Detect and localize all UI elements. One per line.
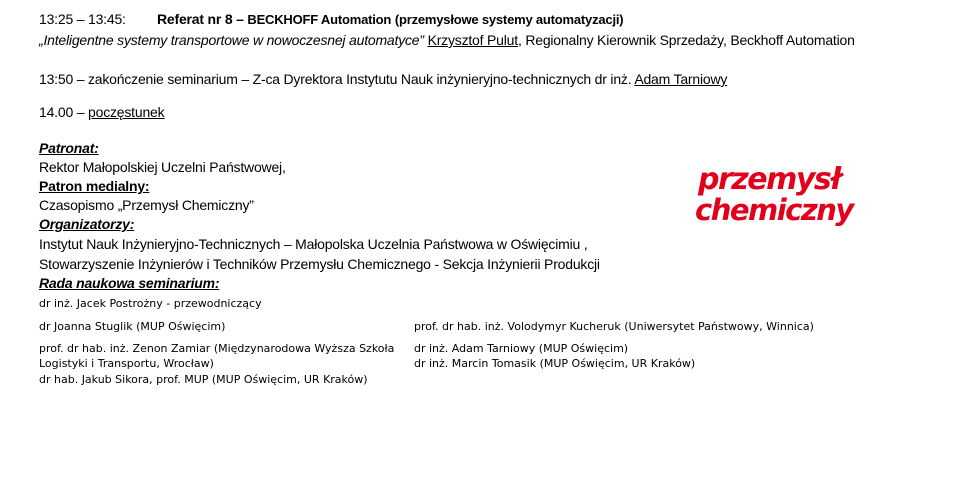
media-patron-value: Czasopismo „Przemysł Chemiczny”	[39, 197, 254, 213]
committee-left-4: dr hab. Jakub Sikora, prof. MUP (MUP Oświęcim, UR Kraków)	[39, 373, 368, 386]
logo-line2: chemiczny	[695, 193, 853, 227]
talk8-topic: „Inteligentne systemy transportowe w nowoczesnej automatyce”	[39, 32, 424, 48]
organizers-heading: Organizatorzy:	[39, 216, 135, 232]
committee-right-1: prof. dr hab. inż. Volodymyr Kucheruk (Uniwersytet Państwowy, Winnica)	[414, 320, 814, 333]
media-patron-heading: Patron medialny:	[39, 178, 150, 194]
patronat-heading: Patronat:	[39, 140, 99, 156]
talk8-time: 13:25 – 13:45:	[39, 11, 126, 27]
committee-right-2: dr inż. Adam Tarniowy (MUP Oświęcim)	[414, 342, 629, 355]
committee-heading: Rada naukowa seminarium:	[39, 275, 220, 291]
talk8-company-note: (przemysłowe systemy automatyzacji)	[394, 12, 624, 27]
committee-left-1: dr Joanna Stuglik (MUP Oświęcim)	[39, 320, 226, 333]
talk8-company: BECKHOFF Automation	[247, 12, 392, 27]
refreshments-time: 14.00 –	[39, 104, 85, 120]
organizers-line2: Stowarzyszenie Inżynierów i Techników Przemysłu Chemicznego - Sekcja Inżynierii Produkcji	[39, 256, 600, 272]
talk8-details	[39, 32, 855, 48]
refreshments-label: poczęstunek	[88, 104, 165, 120]
organizers-line1: Instytut Nauk Inżynieryjno-Technicznych – Małopolska Uczelnia Państwowa w Oświęcimiu ,	[39, 236, 588, 252]
committee-chair: dr inż. Jacek Postrożny - przewodniczący	[39, 297, 262, 310]
closing-person: Adam Tarniowy	[634, 71, 728, 87]
patronat-value: Rektor Małopolskiej Uczelni Państwowej,	[39, 159, 286, 175]
logo-line1: przemysł	[698, 162, 840, 197]
przemysl-chemiczny-logo	[695, 162, 870, 227]
committee-right-3: dr inż. Marcin Tomasik (MUP Oświęcim, UR Kraków)	[414, 357, 696, 370]
committee-left-2: prof. dr hab. inż. Zenon Zamiar (Międzynarodowa Wyższa Szkoła	[39, 342, 395, 355]
talk8-header	[157, 11, 623, 27]
closing-text: 13:50 – zakończenie seminarium – Z-ca Dyrektora Instytutu Nauk inżynieryjno-technicznych dr inż.	[39, 71, 632, 87]
talk8-speaker: Krzysztof Pulut	[427, 32, 518, 48]
talk8-speaker-role: , Regionalny Kierownik Sprzedaży, Beckhoff Automation	[517, 32, 855, 48]
talk8-title: Referat nr 8 –	[157, 11, 244, 27]
committee-left-3: Logistyki i Transportu, Wrocław)	[39, 357, 214, 370]
closing-line	[39, 71, 727, 87]
refreshments-line	[39, 104, 164, 120]
